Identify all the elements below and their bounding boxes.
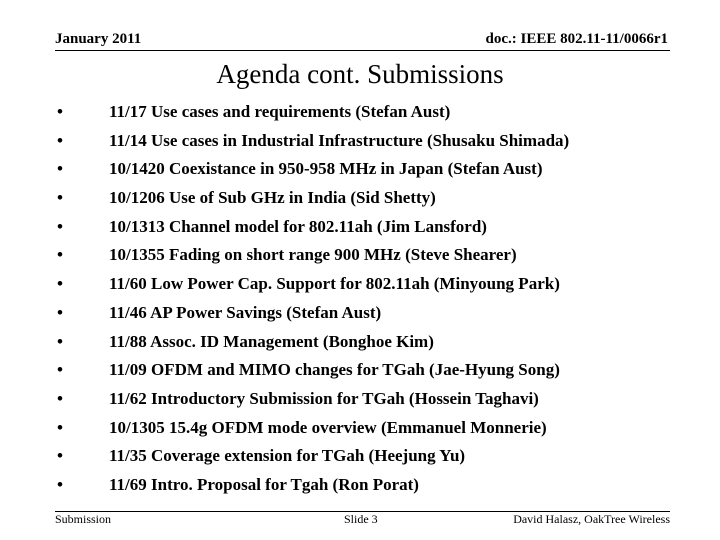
agenda-item: [0, 184, 720, 213]
agenda-item-text: 11/14 Use cases in Industrial Infrastructure (Shusaku Shimada): [109, 130, 570, 150]
header-date: January 2011: [55, 31, 142, 47]
bullet-icon: •: [57, 159, 63, 179]
bullet-icon: •: [57, 274, 63, 294]
bullet-icon: •: [57, 130, 63, 150]
agenda-item: [0, 98, 720, 127]
agenda-item-text: 10/1206 Use of Sub GHz in India (Sid Shetty): [109, 188, 436, 208]
bullet-icon: •: [57, 331, 63, 351]
footer-author: David Halasz, OakTree Wireless: [513, 512, 670, 526]
agenda-item: [0, 356, 720, 385]
agenda-item: [0, 385, 720, 414]
slide-title: Agenda cont. Submissions: [216, 59, 504, 89]
bullet-icon: •: [57, 360, 63, 380]
agenda-list: [0, 98, 720, 500]
agenda-item-text: 10/1305 15.4g OFDM mode overview (Emmanuel Monnerie): [109, 417, 547, 437]
agenda-item: [0, 155, 720, 184]
bullet-icon: •: [57, 188, 63, 208]
agenda-item-text: 10/1420 Coexistance in 950-958 MHz in Japan (Stefan Aust): [109, 159, 543, 179]
agenda-item-text: 11/62 Introductory Submission for TGah (Hossein Taghavi): [109, 388, 539, 408]
bullet-icon: •: [57, 245, 63, 265]
agenda-item-text: 10/1355 Fading on short range 900 MHz (Steve Shearer): [109, 245, 517, 265]
bullet-icon: •: [57, 216, 63, 236]
bullet-icon: •: [57, 388, 63, 408]
agenda-item: [0, 270, 720, 299]
agenda-item-text: 11/09 OFDM and MIMO changes for TGah (Jae-Hyung Song): [109, 360, 560, 380]
agenda-item-text: 11/88 Assoc. ID Management (Bonghoe Kim): [109, 331, 434, 351]
agenda-item-text: 11/69 Intro. Proposal for Tgah (Ron Porat): [109, 474, 419, 494]
header-divider: [55, 50, 670, 51]
agenda-item: [0, 328, 720, 357]
agenda-item-text: 11/35 Coverage extension for TGah (Heejung Yu): [109, 446, 466, 466]
agenda-item: [0, 442, 720, 471]
bullet-icon: •: [57, 474, 63, 494]
header-doc-id: doc.: IEEE 802.11-11/0066r1: [485, 31, 668, 47]
bullet-icon: •: [57, 417, 63, 437]
bullet-icon: •: [57, 102, 63, 121]
agenda-item-text: 10/1313 Channel model for 802.11ah (Jim Lansford): [109, 216, 487, 236]
agenda-item: [0, 299, 720, 328]
agenda-item-text: 11/46 AP Power Savings (Stefan Aust): [109, 302, 382, 322]
agenda-item: [0, 127, 720, 156]
agenda-item: [0, 213, 720, 242]
agenda-item: [0, 414, 720, 443]
footer-submission: Submission: [55, 512, 112, 526]
footer-slide-number: Slide 3: [344, 512, 378, 526]
bullet-icon: •: [57, 446, 63, 466]
agenda-item: [0, 471, 720, 500]
agenda-item: [0, 241, 720, 270]
agenda-item-text: 11/60 Low Power Cap. Support for 802.11ah (Minyoung Park): [109, 274, 560, 294]
bullet-icon: •: [57, 302, 63, 322]
agenda-item-text: 11/17 Use cases and requirements (Stefan Aust): [109, 102, 451, 121]
